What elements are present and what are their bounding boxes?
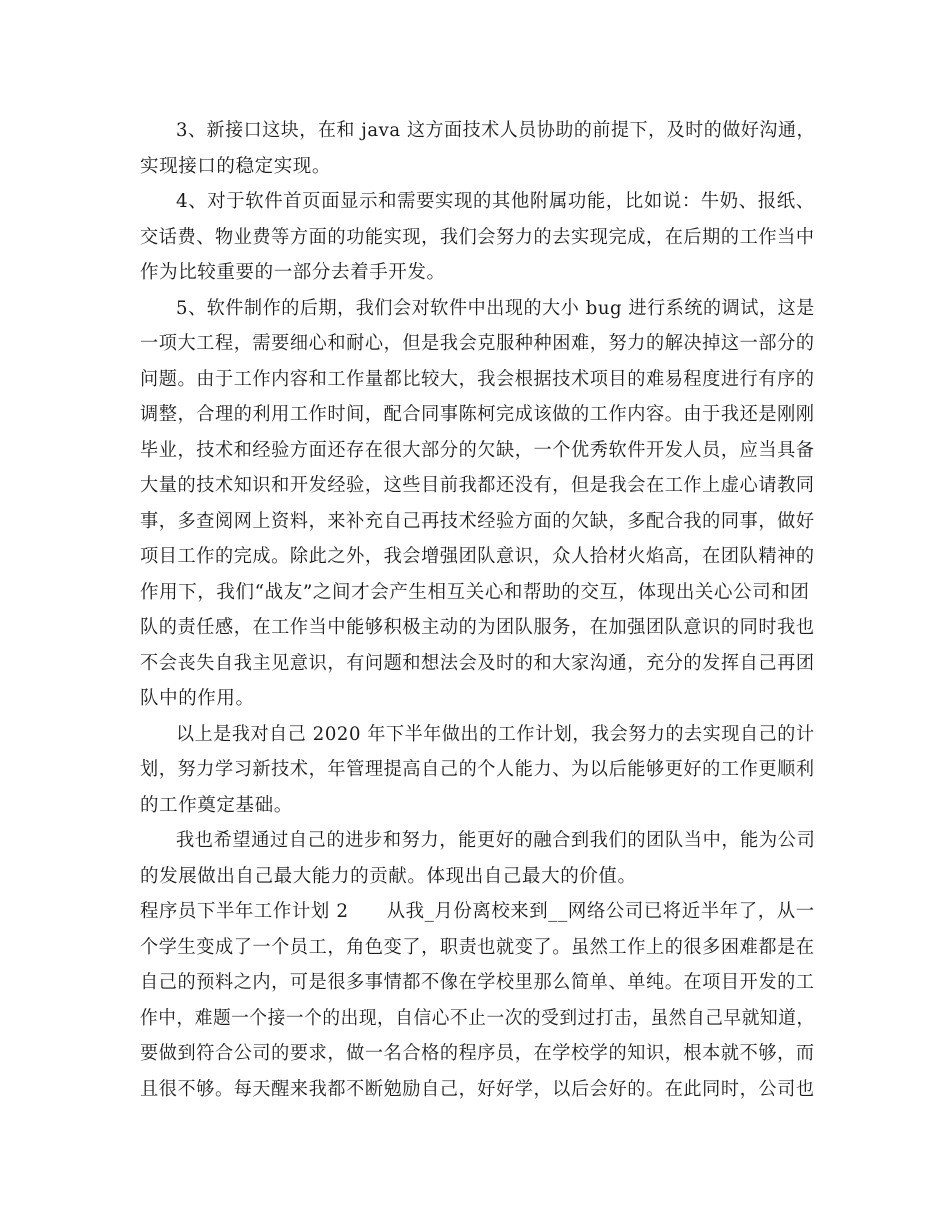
paragraph-5-line-7: 事，多查阅网上资料，来补充自己再技术经验方面的欠缺，多配合我的同事，做好 — [140, 511, 815, 532]
plan-2-line-1: 程序员下半年工作计划 2 从我_月份离校来到__网络公司已将近半年了，从一 — [140, 901, 815, 922]
paragraph-5-line-10: 队的责任感，在工作当中能够积极主动的为团队服务，在加强团队意识的同时我也 — [140, 617, 815, 638]
plan-2-line-2: 个学生变成了一个员工，角色变了，职责也就变了。虽然工作上的很多困难都是在 — [140, 937, 815, 958]
paragraph-5-line-2: 一项大工程，需要细心和耐心，但是我会克服种种困难，努力的解决掉这一部分的 — [140, 333, 815, 354]
paragraph-4-line-1: 4、对于软件首页面显示和需要实现的其他附属功能，比如说：牛奶、报纸、 — [176, 191, 815, 212]
plan-2-line-3: 自己的预料之内，可是很多事情都不像在学校里那么简单、单纯。在项目开发的工 — [140, 972, 815, 993]
plan-2-line-5: 要做到符合公司的要求，做一名合格的程序员，在学校学的知识，根本就不够，而 — [140, 1043, 815, 1064]
paragraph-4-line-2: 交话费、物业费等方面的功能实现，我们会努力的去实现完成，在后期的工作当中 — [140, 227, 815, 248]
paragraph-5-line-4: 调整，合理的利用工作时间，配合同事陈柯完成该做的工作内容。由于我还是刚刚 — [140, 404, 815, 425]
paragraph-3-line-2: 实现接口的稳定实现。 — [140, 156, 332, 177]
hope-paragraph-line-1: 我也希望通过自己的进步和努力，能更好的融合到我们的团队当中，能为公司 — [176, 830, 816, 851]
paragraph-5-line-5: 毕业，技术和经验方面还存在很大部分的欠缺，一个优秀软件开发人员，应当具备 — [140, 440, 815, 461]
paragraph-5-line-11: 不会丧失自我主见意识，有问题和想法会及时的和大家沟通，充分的发挥自己再团 — [140, 653, 815, 674]
summary-paragraph-line-2: 划，努力学习新技术，年管理提高自己的个人能力、为以后能够更好的工作更顺利 — [140, 759, 815, 780]
hope-paragraph-line-2: 的发展做出自己最大能力的贡献。体现出自己最大的价值。 — [140, 866, 637, 887]
summary-paragraph-line-3: 的工作奠定基础。 — [140, 795, 293, 816]
paragraph-4-line-3: 作为比较重要的一部分去着手开发。 — [140, 262, 446, 283]
paragraph-5-line-6: 大量的技术知识和开发经验，这些目前我都还没有，但是我会在工作上虚心请教同 — [140, 475, 815, 496]
paragraph-5-line-12: 队中的作用。 — [140, 688, 255, 709]
paragraph-5-line-8: 项目工作的完成。除此之外，我会增强团队意识，众人拾材火焰高，在团队精神的 — [140, 546, 815, 567]
paragraph-3-line-1: 3、新接口这块，在和 java 这方面技术人员协助的前提下，及时的做好沟通， — [176, 120, 816, 141]
plan-2-line-4: 作中，难题一个接一个的出现，自信心不止一次的受到过打击，虽然自己早就知道， — [140, 1008, 815, 1029]
paragraph-5-line-9: 作用下，我们“战友”之间才会产生相互关心和帮助的交互，体现出关心公司和团 — [140, 582, 810, 603]
paragraph-5-line-1: 5、软件制作的后期，我们会对软件中出现的大小 bug 进行系统的调试，这是 — [176, 298, 815, 319]
paragraph-5-line-3: 问题。由于工作内容和工作量都比较大，我会根据技术项目的难易程度进行有序的 — [140, 369, 815, 390]
plan-2-line-6: 且很不够。每天醒来我都不断勉励自己，好好学，以后会好的。在此同时，公司也 — [140, 1079, 815, 1100]
summary-paragraph-line-1: 以上是我对自己 2020 年下半年做出的工作计划，我会努力的去实现自己的计 — [176, 724, 815, 745]
